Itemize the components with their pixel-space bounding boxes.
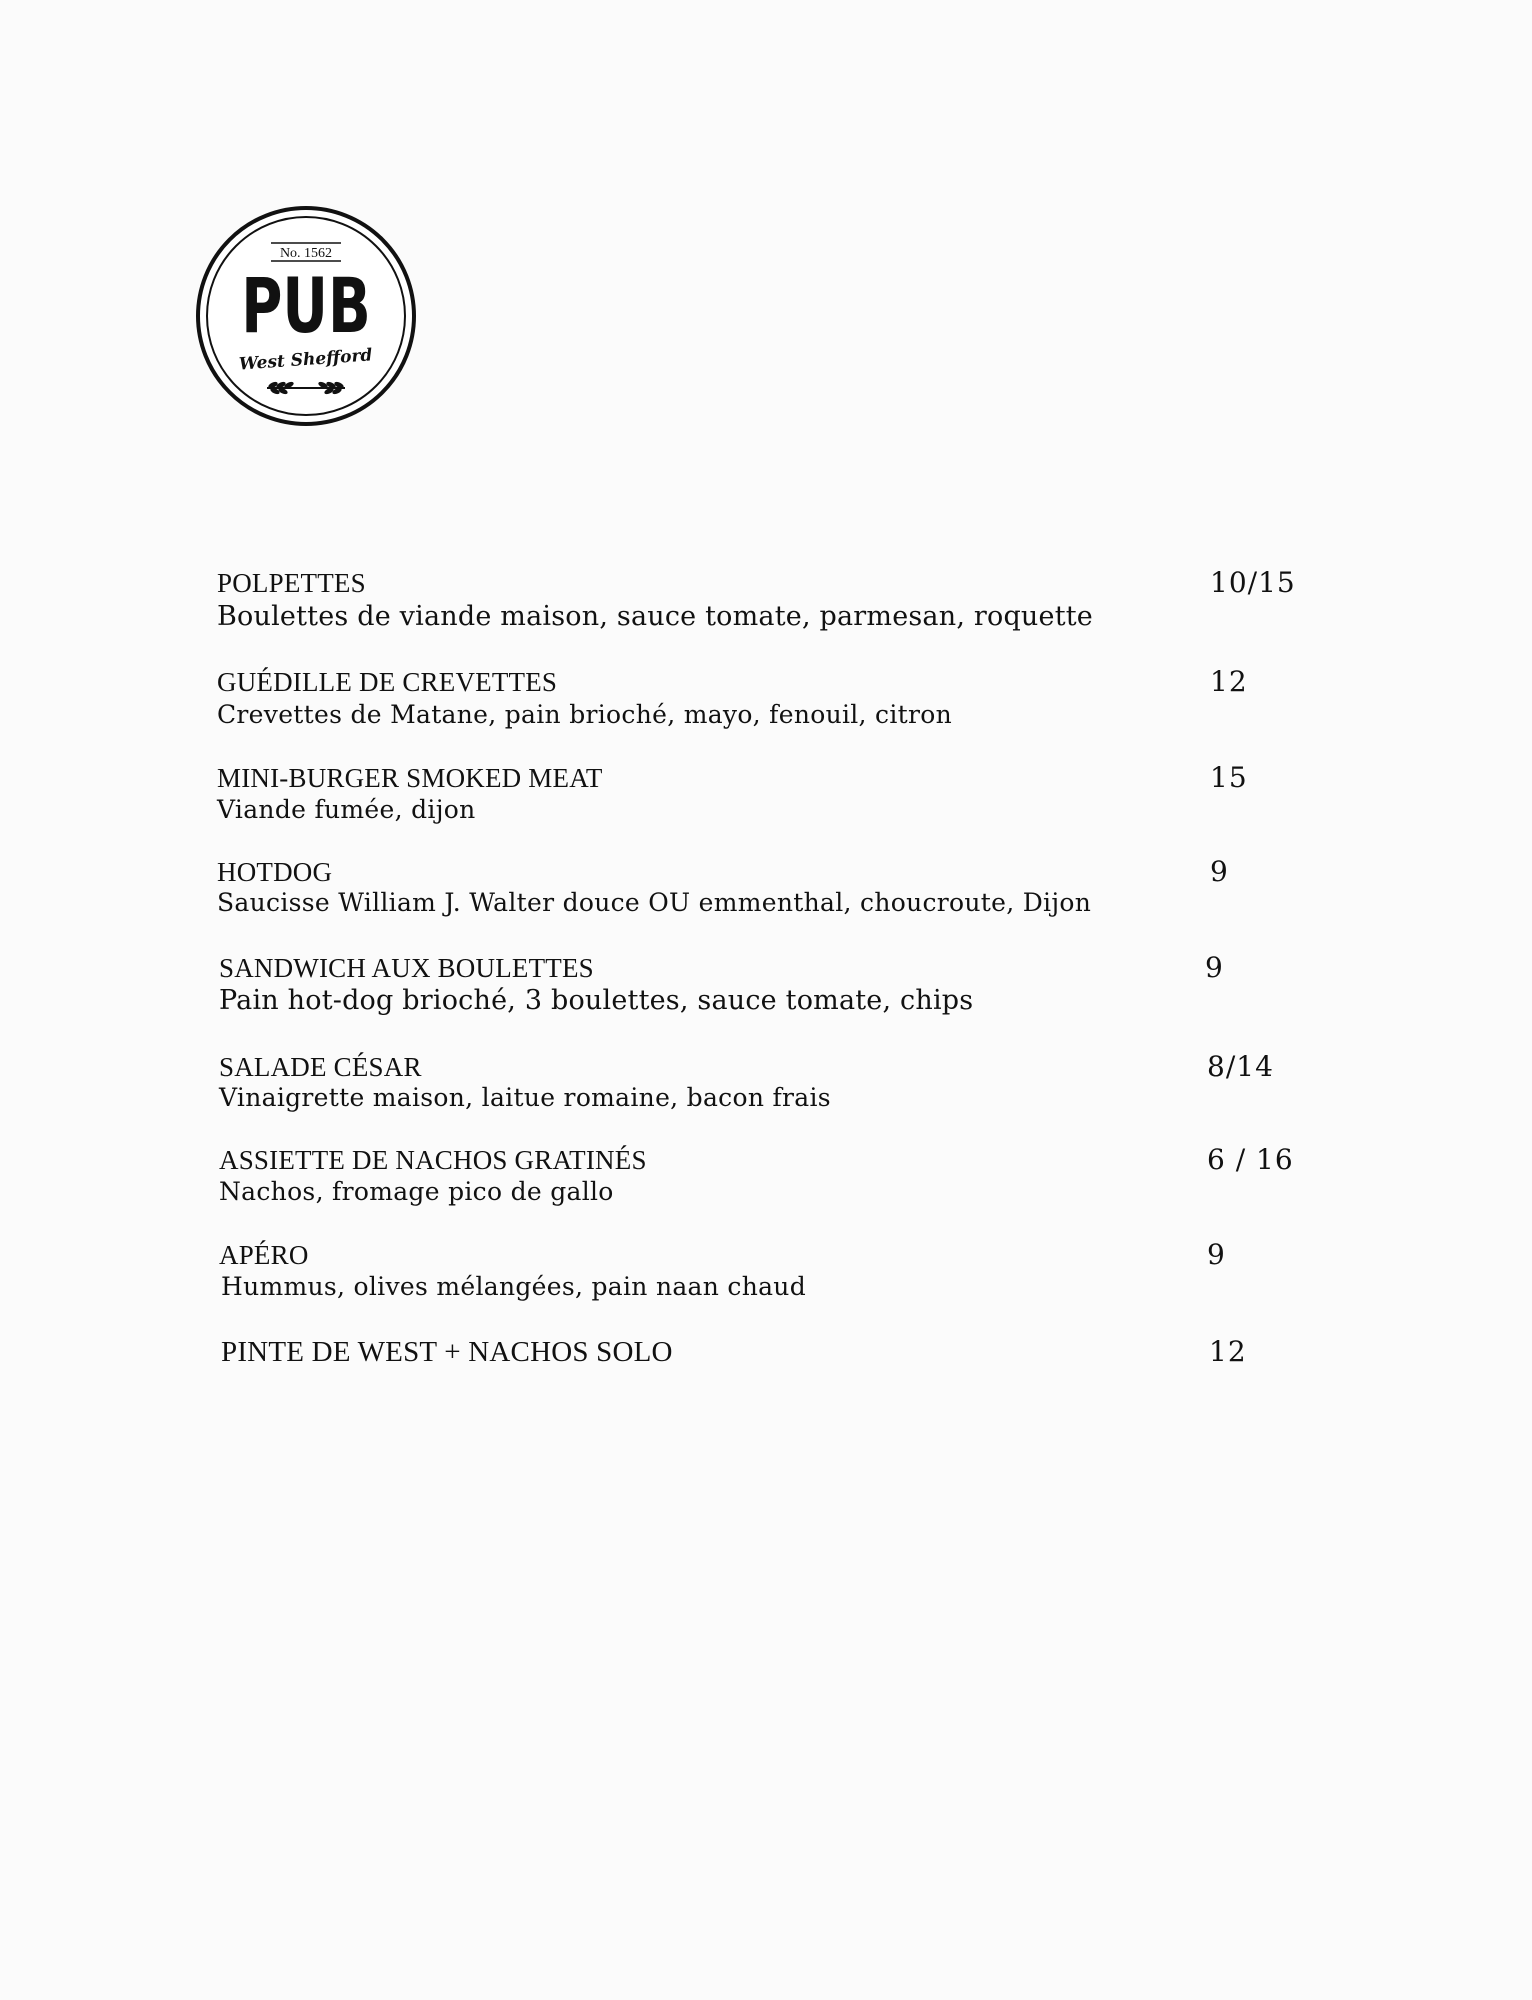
pub-logo-seal	[195, 205, 417, 427]
item-name: ASSIETTE DE NACHOS GRATINÉS	[219, 1145, 647, 1175]
item-price: 12	[1210, 665, 1248, 698]
item-name: HOTDOG	[217, 857, 333, 887]
item-name: SALADE CÉSAR	[219, 1052, 422, 1082]
item-description: Saucisse William J. Walter douce OU emmenthal, choucroute, Dijon	[217, 888, 1092, 917]
item-description: Boulettes de viande maison, sauce tomate, parmesan, roquette	[217, 601, 1093, 632]
item-price: 9	[1207, 1238, 1226, 1271]
item-price: 6 / 16	[1207, 1143, 1294, 1176]
item-price: 9	[1210, 855, 1229, 888]
pub-logo	[195, 205, 417, 427]
item-description: Pain hot-dog brioché, 3 boulettes, sauce tomate, chips	[219, 985, 974, 1016]
item-price: 9	[1205, 951, 1224, 984]
item-price: 15	[1210, 761, 1248, 794]
item-description: Vinaigrette maison, laitue romaine, bacon frais	[219, 1083, 831, 1112]
item-description: Nachos, fromage pico de gallo	[219, 1177, 614, 1206]
item-description: Crevettes de Matane, pain brioché, mayo, fenouil, citron	[217, 700, 952, 729]
item-price: 10/15	[1210, 566, 1296, 599]
logo-script: West Shefford	[238, 345, 373, 375]
item-description: Hummus, olives mélangées, pain naan chaud	[221, 1272, 807, 1301]
item-name: PINTE DE WEST + NACHOS SOLO	[221, 1336, 673, 1368]
item-name: POLPETTES	[217, 568, 366, 598]
item-description: Viande fumée, dijon	[217, 795, 476, 824]
item-name: APÉRO	[219, 1240, 309, 1270]
item-price: 8/14	[1207, 1050, 1274, 1083]
item-price: 12	[1209, 1335, 1247, 1368]
logo-number: No. 1562	[279, 246, 333, 261]
item-name: MINI-BURGER SMOKED MEAT	[217, 763, 603, 793]
item-name: SANDWICH AUX BOULETTES	[219, 953, 594, 983]
logo-title: PUB	[241, 261, 371, 351]
item-name: GUÉDILLE DE CREVETTES	[217, 667, 558, 697]
